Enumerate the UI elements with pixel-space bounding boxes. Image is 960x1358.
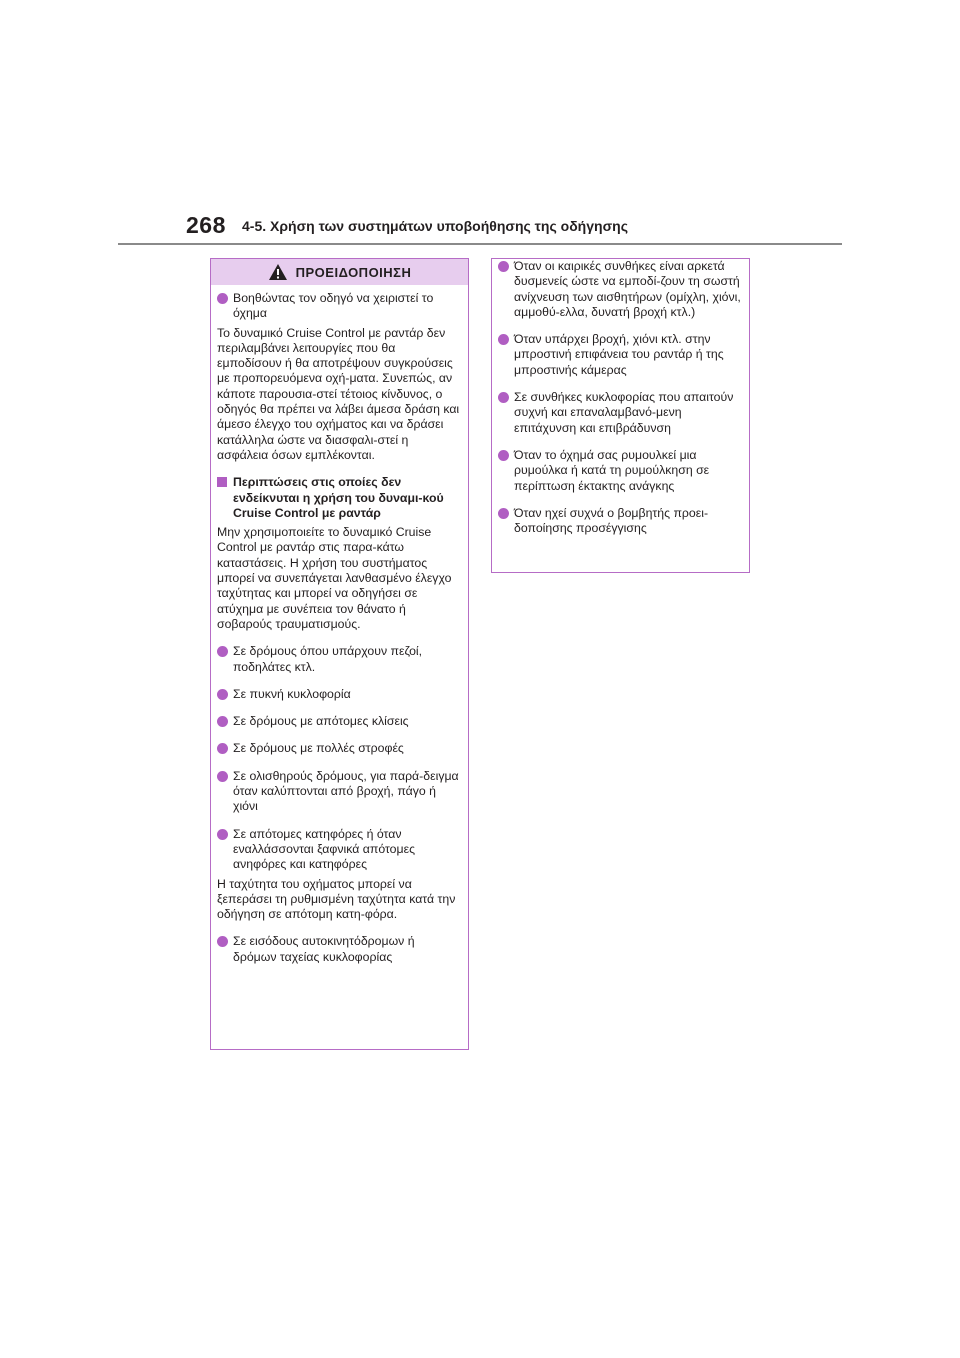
list-item: Σε δρόμους όπου υπάρχουν πεζοί, ποδηλάτες κτλ. bbox=[217, 644, 460, 675]
list-item: Σε δρόμους με πολλές στροφές bbox=[217, 741, 460, 756]
list-item: Όταν το όχημά σας ρυμουλκεί μια ρυμούλκα ή κατά τη ρυμούλκηση σε περίπτωση έκτακτης ανάγκης bbox=[498, 448, 741, 494]
warning-box-right bbox=[491, 258, 750, 573]
paragraph: Το δυναμικό Cruise Control με ραντάρ δεν περιλαμβάνει λειτουργίες που θα εμποδίσουν ή θα αποτρέψουν συγκρούσεις με προπορευόμενα οχή-ματα. Συνεπώς, αν κάποτε παρουσια-στεί τέτοιος κίνδυνος, ο οδηγός θα πρέπει να λάβει άμεσα δράση και άμεσο έλεγχο του οχήματος και να δράσει κατάλληλα ώστε να διασφαλι-στεί η ασφάλεια όσων εμπλέκονται. bbox=[217, 325, 460, 462]
list-item: Βοηθώντας τον οδηγό να χειριστεί το όχημα bbox=[217, 291, 460, 322]
bullet-dot-icon bbox=[217, 829, 228, 840]
list-item: Σε ολισθηρούς δρόμους, για παρά-δειγμα όταν καλύπτονται από βροχή, πάγο ή χιόνι bbox=[217, 769, 460, 815]
bullet-dot-icon bbox=[217, 646, 228, 657]
list-item: Όταν ηχεί συχνά ο βομβητής προει-δοποίησης προσέγγισης bbox=[498, 506, 741, 537]
bullet-dot-icon bbox=[217, 716, 228, 727]
bullet-dot-icon bbox=[217, 771, 228, 782]
paragraph: Μην χρησιμοποιείτε το δυναμικό Cruise Control με ραντάρ στις παρα-κάτω καταστάσεις. Η χρήση του συστήματος μπορεί να συνεπάγεται λανθασμένο έλεγχο ταχύτητας και μπορεί να οδηγήσει σε ατύχημα με συνέπεια τον θάνατο ή σοβαρούς τραυματισμούς. bbox=[217, 525, 452, 631]
bullet-dot-icon bbox=[217, 689, 228, 700]
bullet-dot-icon bbox=[498, 261, 509, 272]
bullet-dot-icon bbox=[498, 392, 509, 403]
bullet-dot-icon bbox=[498, 450, 509, 461]
list-item: Όταν οι καιρικές συνθήκες είναι αρκετά δυσμενείς ώστε να εμποδί-ζουν τη σωστή ανίχνευση των αισθητήρων (ομίχλη, χιόνι, αμμοθύ-ελλα, δυνατή βροχή κτλ.) bbox=[498, 259, 741, 320]
bullet-dot-icon bbox=[498, 508, 509, 519]
page-header bbox=[186, 212, 846, 242]
bullet-dot-icon bbox=[217, 743, 228, 754]
list-item: Σε συνθήκες κυκλοφορίας που απαιτούν συχνή και επαναλαμβανό-μενη επιτάχυνση και επιβράδυνση bbox=[498, 390, 741, 436]
bullet-dot-icon bbox=[217, 936, 228, 947]
list-item: Σε δρόμους με απότομες κλίσεις bbox=[217, 714, 460, 729]
list-item: Σε πυκνή κυκλοφορία bbox=[217, 687, 460, 702]
section-title: 4-5. Χρήση των συστημάτων υποβοήθησης της οδήγησης bbox=[242, 218, 628, 234]
page-number: 268 bbox=[186, 212, 226, 238]
list-item: Σε απότομες κατηφόρες ή όταν εναλλάσσονται ξαφνικά απότομες ανηφόρες και κατηφόρες bbox=[217, 827, 460, 873]
paragraph: Η ταχύτητα του οχήματος μπορεί να ξεπεράσει τη ρυθμισμένη ταχύτητα κατά την οδήγηση σε απότομη κατη-φόρα. bbox=[217, 876, 456, 922]
list-item: Όταν υπάρχει βροχή, χιόνι κτλ. στην μπροστινή επιφάνεια του ραντάρ ή της μπροστινής κάμερας bbox=[498, 332, 741, 378]
warning-header bbox=[211, 259, 468, 285]
header-rule bbox=[118, 243, 842, 245]
bullet-dot-icon bbox=[498, 334, 509, 345]
bullet-dot-icon bbox=[217, 293, 228, 304]
bullet-square-icon bbox=[217, 477, 227, 487]
subheading: Περιπτώσεις στις οποίες δεν ενδείκνυται η χρήση του δυναμι-κού Cruise Control με ραντάρ bbox=[217, 475, 460, 521]
warning-title: ΠΡΟΕΙΔΟΠΟΙΗΣΗ bbox=[295, 264, 412, 280]
warning-triangle-icon bbox=[268, 263, 288, 281]
warning-box-left bbox=[210, 258, 469, 1050]
list-item: Σε εισόδους αυτοκινητόδρομων ή δρόμων ταχείας κυκλοφορίας bbox=[217, 934, 460, 965]
